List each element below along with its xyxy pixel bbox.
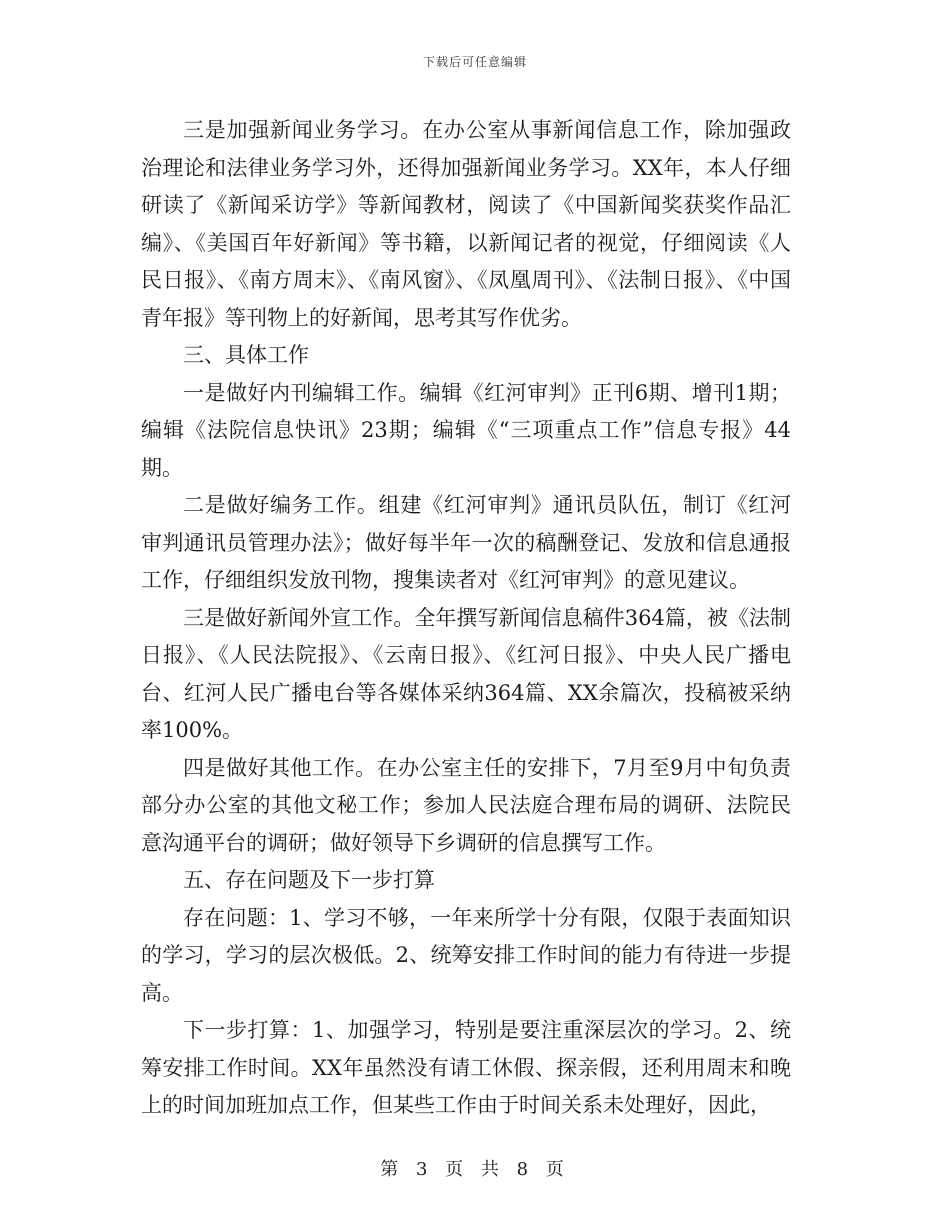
paragraph-next-steps: 下一步打算：1、加强学习，特别是要注重深层次的学习。2、统筹安排工作时间。XX年虽然没有请工休假、探亲假，还利用周末和晚上的时间加班加点工作，但某些工作由于时间关系未处理好，因此， (141, 1018, 791, 1117)
page-header: 下载后可任意编辑 (422, 55, 527, 69)
paragraph-problems: 存在问题：1、学习不够，一年来所学十分有限，仅限于表面知识的学习，学习的层次极低。2、统筹安排工作时间的能力有待进一步提高。 (141, 905, 791, 1005)
document-body (141, 112, 791, 1125)
paragraph-publicity: 三是做好新闻外宣工作。全年撰写新闻信息稿件364篇，被《法制日报》、《人民法院报》、《云南日报》、《红河日报》、中央人民广播电台、红河人民广播电台等各媒体采纳364篇、XX余篇次，投稿被采纳率100%。 (141, 605, 791, 742)
paragraph-other-work: 四是做好其他工作。在办公室主任的安排下，7月至9月中旬负责部分办公室的其他文秘工作；参加人民法庭合理布局的调研、法院民意沟通平台的调研；做好领导下乡调研的信息撰写工作。 (141, 755, 791, 855)
page-number: 第 3 页 共 8 页 (380, 1159, 570, 1180)
paragraph-journal-editing: 一是做好内刊编辑工作。编辑《红河审判》正刊6期、增刊1期；编辑《法院信息快讯》23期；编辑《“三项重点工作”信息专报》44期。 (141, 380, 791, 480)
section-heading-specific-work: 三、具体工作 (183, 343, 309, 367)
section-heading-problems-plans: 五、存在问题及下一步打算 (183, 868, 435, 892)
paragraph-news-study: 三是加强新闻业务学习。在办公室从事新闻信息工作，除加强政治理论和法律业务学习外，还得加强新闻业务学习。XX年，本人仔细研读了《新闻采访学》等新闻教材，阅读了《中国新闻奖获奖作品汇编》、《美国百年好新闻》等书籍，以新闻记者的视觉，仔细阅读《人民日报》、《南方周末》、《南风窗》、《凤凰周刊》、《法制日报》、《中国青年报》等刊物上的好新闻，思考其写作优劣。 (141, 118, 791, 330)
paragraph-editorial-affairs: 二是做好编务工作。组建《红河审判》通讯员队伍，制订《红河审判通讯员管理办法》；做好每半年一次的稿酬登记、发放和信息通报工作，仔细组织发放刊物，搜集读者对《红河审判》的意见建议。 (141, 493, 791, 592)
